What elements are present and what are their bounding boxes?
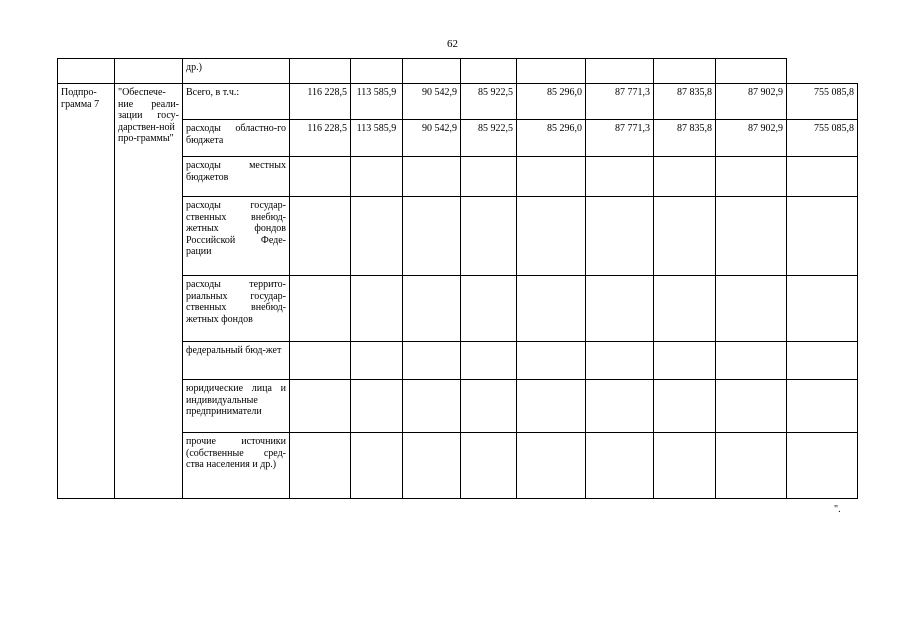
value-cell: [787, 342, 858, 380]
page-number: 62: [447, 38, 458, 50]
source-cell: юридические лица и индивидуальные предприниматели: [183, 380, 290, 433]
source-cell: расходы государ-ственных внебюд-жетных фондов Российской Феде-рации: [183, 197, 290, 276]
value-cell: [517, 157, 586, 197]
value-cell: [290, 276, 351, 342]
value-cell: [351, 157, 403, 197]
value-cell: [403, 342, 461, 380]
value-cell: [586, 380, 654, 433]
value-cell: 90 542,9: [403, 84, 461, 120]
value-cell: [716, 342, 787, 380]
value-cell: [461, 380, 517, 433]
value-cell: [290, 197, 351, 276]
value-cell: 85 922,5: [461, 84, 517, 120]
value-cell: [461, 197, 517, 276]
value-cell: 87 771,3: [586, 84, 654, 120]
source-cell: Всего, в т.ч.:: [183, 84, 290, 120]
value-cell: [403, 157, 461, 197]
value-cell: [654, 276, 716, 342]
value-cell: [351, 380, 403, 433]
value-cell: 85 296,0: [517, 84, 586, 120]
value-cell: [403, 380, 461, 433]
value-cell: 113 585,9: [351, 84, 403, 120]
budget-table: [57, 58, 858, 499]
value-cell: [461, 276, 517, 342]
value-cell: [586, 197, 654, 276]
value-cell: [403, 433, 461, 499]
value-cell: [517, 197, 586, 276]
value-cell: [787, 380, 858, 433]
value-cell: [290, 433, 351, 499]
value-cell: 113 585,9: [351, 120, 403, 157]
value-cell: [517, 433, 586, 499]
source-cell: расходы террито-риальных государ-ственных внебюд-жетных фондов: [183, 276, 290, 342]
value-cell: [517, 342, 586, 380]
source-cell: прочие источники (собственные сред-ства населения и др.): [183, 433, 290, 499]
value-cell: [787, 157, 858, 197]
value-cell: [461, 433, 517, 499]
subprogram-code: Подпро-грамма 7: [58, 84, 115, 499]
value-cell: [351, 342, 403, 380]
value-cell: [654, 380, 716, 433]
value-cell: [290, 380, 351, 433]
value-cell: 90 542,9: [403, 120, 461, 157]
closing-quote-mark: ".: [834, 504, 841, 515]
value-cell: [716, 380, 787, 433]
value-cell: [716, 433, 787, 499]
value-cell: [787, 276, 858, 342]
value-cell: [461, 342, 517, 380]
subprogram-name: "Обеспече-ние реали-зации госу-дарствен-ной про-граммы": [115, 84, 183, 499]
table-row-total: [58, 84, 858, 120]
value-cell: [461, 157, 517, 197]
value-cell: [716, 157, 787, 197]
value-cell: 87 771,3: [586, 120, 654, 157]
value-cell: [787, 433, 858, 499]
value-cell: 87 902,9: [716, 84, 787, 120]
value-cell: [351, 276, 403, 342]
value-cell: [290, 157, 351, 197]
value-cell: 116 228,5: [290, 84, 351, 120]
value-cell: [403, 276, 461, 342]
value-cell: [654, 157, 716, 197]
table-row-carry-over: [58, 59, 858, 84]
source-cell: федеральный бюд-жет: [183, 342, 290, 380]
value-cell: [654, 433, 716, 499]
value-cell: [586, 276, 654, 342]
value-cell: [787, 197, 858, 276]
value-cell: 87 835,8: [654, 120, 716, 157]
source-cell: др.): [183, 59, 290, 84]
value-cell: [586, 433, 654, 499]
value-cell: [654, 342, 716, 380]
value-cell: [351, 433, 403, 499]
value-cell: [716, 197, 787, 276]
value-cell: [654, 197, 716, 276]
value-cell: 85 296,0: [517, 120, 586, 157]
value-cell: 116 228,5: [290, 120, 351, 157]
source-cell: расходы областно-го бюджета: [183, 120, 290, 157]
value-cell: [351, 197, 403, 276]
value-cell: [403, 197, 461, 276]
value-cell: 755 085,8: [787, 84, 858, 120]
value-cell: [517, 380, 586, 433]
value-cell: [586, 157, 654, 197]
value-cell: 755 085,8: [787, 120, 858, 157]
value-cell: 87 835,8: [654, 84, 716, 120]
value-cell: 85 922,5: [461, 120, 517, 157]
value-cell: [586, 342, 654, 380]
value-cell: [517, 276, 586, 342]
value-cell: [716, 276, 787, 342]
value-cell: [290, 342, 351, 380]
value-cell: 87 902,9: [716, 120, 787, 157]
source-cell: расходы местных бюджетов: [183, 157, 290, 197]
